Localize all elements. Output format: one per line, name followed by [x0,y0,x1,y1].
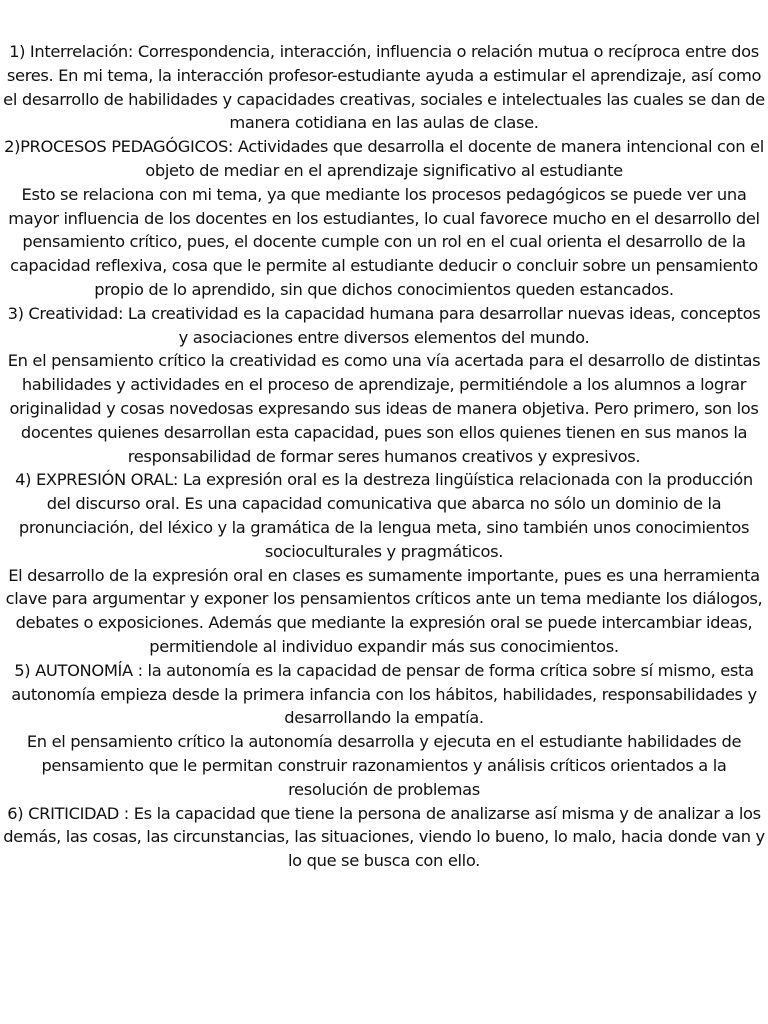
paragraph-creatividad-pensamiento: En el pensamiento crítico la creatividad es como una vía acertada para el desarrollo de distintas habilidades y actividades en el proceso de aprendizaje, permitiéndole a los alumnos a lograr originalidad y cosas novedosas expresando sus ideas de manera objetiva. Pero primero, son los docentes quienes desarrollan esta capacidad, pues son ellos quienes tienen en sus manos la responsabilidad de formar seres humanos creativos y expresivos. [7,351,761,466]
paragraph-procesos-pedagogicos: 2)PROCESOS PEDAGÓGICOS: Actividades que desarrolla el docente de manera intencional con el objeto de mediar en el aprendizaje significativo al estudiante [4,137,764,180]
paragraph-autonomia-pensamiento: En el pensamiento crítico la autonomía desarrolla y ejecuta en el estudiante habilidades de pensamiento que le permitan construir razonamientos y análisis críticos orientados a la resolución de problemas [26,732,742,799]
paragraph-interrelacion: 1) Interrelación: Correspondencia, interacción, influencia o relación mutua o recíproca entre dos seres. En mi tema, la interacción profesor-estudiante ayuda a estimular el aprendizaje, así como el desarrollo de habilidades y capacidades creativas, sociales e intelectuales las cuales se dan de manera cotidiana en las aulas de clase. [3,42,765,133]
paragraph-creatividad: 3) Creatividad: La creatividad es la capacidad humana para desarrollar nuevas ideas, conceptos y asociaciones entre diversos elementos del mundo. [7,303,761,347]
paragraph-procesos-relacion: Esto se relaciona con mi tema, ya que mediante los procesos pedagógicos se puede ver una mayor influencia de los docentes en los estudiantes, lo cual favorece mucho en el desarrollo del pensamiento crítico, pues, el docente cumple con un rol en el cual orienta el desarrollo de la capacidad reflexiva, cosa que le permite al estudiante deducir o concluir sobre un pensamiento propio de lo aprendido, sin que dichos conocimientos queden estancados. [8,184,760,299]
paragraph-expresion-oral: 4) EXPRESIÓN ORAL: La expresión oral es la destreza lingüística relacionada con la producción del discurso oral. Es una capacidad comunicativa que abarca no sólo un dominio de la pronunciación, del léxico y la gramática de la lengua meta, sino también unos conocimientos socioculturales y pragmáticos. [15,470,753,561]
paragraph-expresion-oral-clases: El desarrollo de la expresión oral en clases es sumamente importante, pues es una herramienta clave para argumentar y exponer los pensamientos críticos ante un tema mediante los diálogos, debates o exposiciones. Además que mediante la expresión oral se puede intercambiar ideas, permitiendole al individuo expandir más sus conocimientos. [5,565,763,656]
document-body [0,40,768,873]
paragraph-criticidad: 6) CRITICIDAD : Es la capacidad que tiene la persona de analizarse así misma y de analizar a los demás, las cosas, las circunstancias, las situaciones, viendo lo bueno, lo malo, hacia donde van y lo que se busca con ello. [3,803,765,871]
paragraph-autonomia: 5) AUTONOMÍA : la autonomía es la capacidad de pensar de forma crítica sobre sí mismo, esta autonomía empieza desde la primera infancia con los hábitos, habilidades, responsabilidades y desarrollando la empatía. [11,660,757,728]
